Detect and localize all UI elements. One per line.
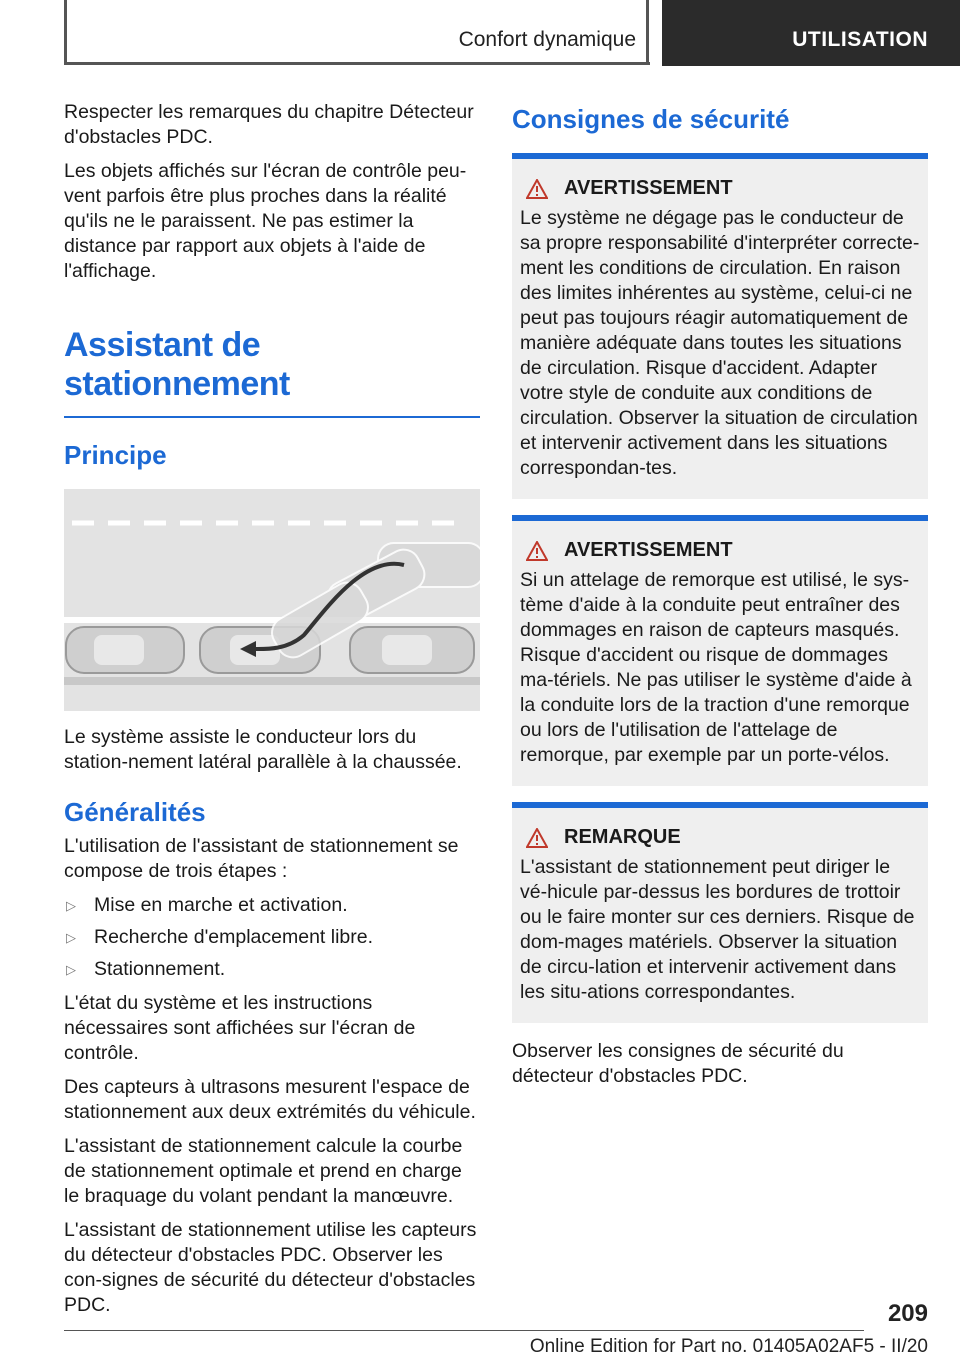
header-section-title: Confort dynamique	[458, 28, 636, 51]
intro-paragraph-1: Respecter les remarques du chapitre Détecteur d'obstacles PDC.	[64, 101, 474, 148]
left-column	[64, 100, 480, 1327]
principe-heading: Principe	[64, 440, 167, 470]
list-item: ▷ Recherche d'emplacement libre.	[66, 926, 374, 948]
warning-text: Le système ne dégage pas le conducteur de sa propre responsabilité d'interpréter correcte-ment les conditions de circulation. En raison des limites inhérentes au système, celui-ci ne peut pas toujours réagir automatiquement de manière adéquate dans toutes les situations de circulation. Risque d'accident. Adapter votre style de conduite aux conditions de circulation. Observer la situation de circulation et intervenir activement dans les situations correspondan-tes.	[520, 207, 920, 479]
intro-paragraph-2: Les objets affichés sur l'écran de contrôle peu-vent parfois être plus proches dans la réalité qu'ils ne le paraissent. Ne pas estimer la distance par rapport aux objets à l'aide de l'affichage.	[64, 160, 467, 282]
footer-edition: Online Edition for Part no. 01405A02AF5 - II/20	[529, 1336, 928, 1357]
right-column	[512, 100, 928, 1098]
paragraph-courbe: L'assistant de stationnement calcule la courbe de stationnement optimale et prend en charge le braquage du volant pendant la manœuvre.	[64, 1135, 463, 1207]
list-item: ▷ Stationnement.	[66, 958, 226, 980]
warning-text: Si un attelage de remorque est utilisé, le sys-tème d'aide à la conduite peut entraîner des dommages en raison de capteurs masqués. Risque d'accident ou risque de dommages ma-tériels. Ne pas utiliser le système d'aide à la conduite lors de la traction d'une remorque ou lors de l'utilisation de l'attelage de remorque, par exemple par un porte-vélos.	[520, 569, 912, 766]
steps-list	[64, 893, 480, 982]
notice-text: L'assistant de stationnement peut diriger le vé-hicule par-dessus les bordures de trottoir ou le faire monter sur ces derniers. Risque de dom-mages matériels. Observer la situation de circu-lation et intervenir activement dans les situ-ations correspondantes.	[520, 856, 915, 1003]
notice-box	[512, 802, 928, 1023]
warning-triangle-icon	[526, 541, 548, 561]
header-mid-rule	[646, 0, 649, 64]
section-title-rule	[64, 416, 480, 418]
footer-rule	[64, 1330, 864, 1331]
triangle-bullet-icon: ▷	[66, 962, 76, 977]
header-bottom-rule	[64, 62, 650, 65]
warning-triangle-icon	[526, 828, 548, 848]
safety-outro: Observer les consignes de sécurité du détecteur d'obstacles PDC.	[512, 1040, 844, 1087]
warning-label: AVERTISSEMENT	[564, 539, 733, 561]
generalites-intro: L'utilisation de l'assistant de stationnement se compose de trois étapes :	[64, 835, 459, 882]
section-title: Assistant de stationnement	[64, 326, 290, 403]
triangle-bullet-icon: ▷	[66, 930, 76, 945]
parking-illustration	[64, 489, 480, 711]
warning-label: AVERTISSEMENT	[564, 177, 733, 199]
safety-heading: Consignes de sécurité	[512, 104, 790, 134]
list-item: ▷ Mise en marche et activation.	[66, 894, 348, 916]
principe-text: Le système assiste le conducteur lors du station-nement latéral parallèle à la chaussée.	[64, 726, 462, 773]
header-chapter-tab[interactable]	[662, 0, 960, 66]
generalites-heading: Généralités	[64, 797, 206, 827]
paragraph-capteurs: Des capteurs à ultrasons mesurent l'espace de stationnement aux deux extrémités du véhicule.	[64, 1076, 476, 1123]
warning-box-2	[512, 515, 928, 786]
header-chapter-label: UTILISATION	[792, 28, 928, 51]
triangle-bullet-icon: ▷	[66, 898, 76, 913]
paragraph-etat: L'état du système et les instructions nécessaires sont affichées sur l'écran de contrôle.	[64, 992, 416, 1064]
warning-box-1	[512, 153, 928, 499]
header-left-rule	[64, 0, 67, 64]
notice-label: REMARQUE	[564, 826, 681, 848]
warning-triangle-icon	[526, 179, 548, 199]
paragraph-pdc: L'assistant de stationnement utilise les capteurs du détecteur d'obstacles PDC. Observer les con-signes de sécurité du détecteur d'obstacles PDC.	[64, 1219, 477, 1316]
page-number: 209	[887, 1300, 928, 1327]
